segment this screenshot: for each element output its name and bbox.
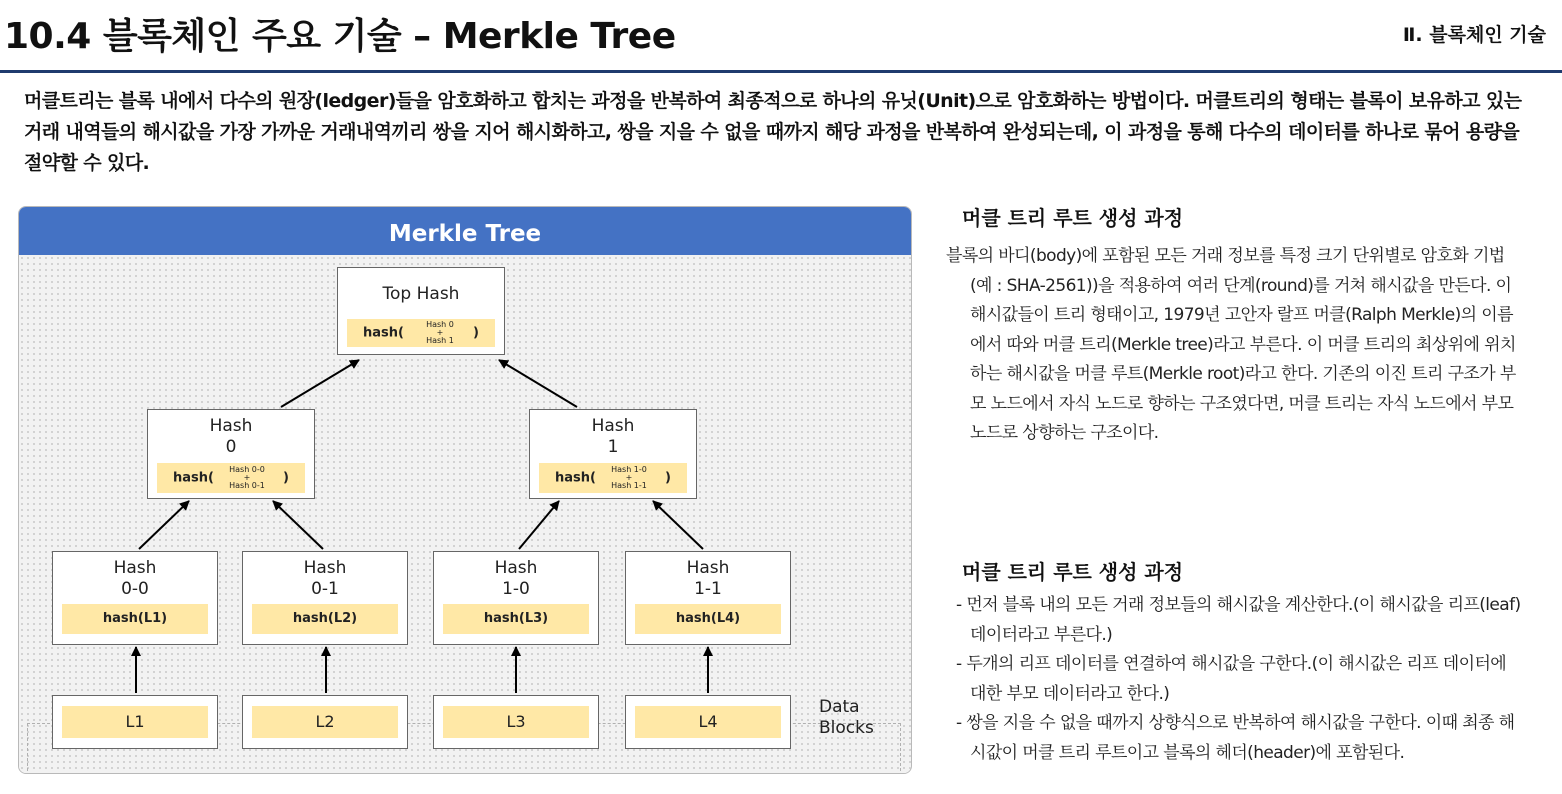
data-block-label: L3 xyxy=(443,706,589,738)
node-title: Top Hash xyxy=(382,284,460,304)
merkle-tree-diagram xyxy=(18,206,912,774)
hash-close-paren: ) xyxy=(665,470,671,486)
hash-inputs: Hash 1-0 + Hash 1-1 xyxy=(611,465,647,490)
hash-1-node xyxy=(529,409,697,499)
hash-inputs: Hash 0 + Hash 1 xyxy=(426,320,454,345)
section-1-body xyxy=(946,242,1526,449)
diagram-title: Merkle Tree xyxy=(19,207,911,255)
section-label: Ⅱ. 블록체인 기술 xyxy=(1402,24,1546,46)
arrow-hash10-to-hash1 xyxy=(519,501,559,549)
bullet-item: - 쌍을 지을 수 없을 때까지 상향식으로 반복하여 해시값을 구한다. 이때 최종 해시값이 머클 트리 루트이고 블록의 헤더(header)에 포함된다. xyxy=(956,713,1515,763)
arrow-hash01-to-hash0 xyxy=(273,501,323,549)
section-1-heading: 머클 트리 루트 생성 과정 xyxy=(962,206,1184,230)
section-2-heading: 머클 트리 루트 생성 과정 xyxy=(962,560,1184,584)
leaf-hash-band: hash(L3) xyxy=(443,604,589,634)
hash-function-label: hash( xyxy=(173,470,214,486)
node-title: Hash 0-0 xyxy=(113,558,157,599)
hash-0-1-node xyxy=(242,551,408,645)
hash-function-label: hash( xyxy=(363,325,404,341)
hash-function-label: hash( xyxy=(555,470,596,486)
arrow-hash1-to-top xyxy=(499,360,577,407)
intro-paragraph: 머클트리는 블록 내에서 다수의 원장(ledger)들을 암호화하고 합치는 과정을 반복하여 최종적으로 하나의 유닛(Unit)으로 암호화하는 방법이다. 머클트리의 형태는 블록이 보유하고 있는 거래 내역들의 해시값을 가장 가까운 거래내역끼리 쌍을 지어 해시화하고, 쌍을 지을 수 없을 때까지 해당 과정을 반복하여 완성되는데, 이 과정을 통해 다수의 데이터를 하나로 묶어 용량을 절약할 수 있다. xyxy=(24,90,1522,174)
node-title: Hash 1-1 xyxy=(686,558,730,599)
arrow-hash00-to-hash0 xyxy=(139,501,189,549)
hash-band xyxy=(347,319,495,347)
leaf-hash-band: hash(L4) xyxy=(635,604,781,634)
section-2-body xyxy=(946,591,1526,768)
arrow-hash11-to-hash1 xyxy=(653,501,703,549)
hash-0-0-node xyxy=(52,551,218,645)
data-block-label: L4 xyxy=(635,706,781,738)
data-block-l3 xyxy=(433,695,599,749)
data-block-l1 xyxy=(52,695,218,749)
hash-close-paren: ) xyxy=(473,325,479,341)
page-title: 10.4 블록체인 주요 기술 – Merkle Tree xyxy=(4,16,676,57)
hash-close-paren: ) xyxy=(283,470,289,486)
header-divider xyxy=(0,70,1562,73)
leaf-hash-band: hash(L2) xyxy=(252,604,398,634)
leaf-hash-band: hash(L1) xyxy=(62,604,208,634)
hash-1-0-node xyxy=(433,551,599,645)
hash-inputs: Hash 0-0 + Hash 0-1 xyxy=(229,465,265,490)
hash-1-1-node xyxy=(625,551,791,645)
hash-band xyxy=(539,463,687,493)
node-title: Hash 1 xyxy=(591,416,635,457)
hash-band xyxy=(157,463,305,493)
node-title: Hash 1-0 xyxy=(494,558,538,599)
data-block-label: L1 xyxy=(62,706,208,738)
data-block-l4 xyxy=(625,695,791,749)
node-title: Hash 0 xyxy=(209,416,253,457)
bullet-item: - 먼저 블록 내의 모든 거래 정보들의 해시값을 계산한다.(이 해시값을 리프(leaf) 데이터라고 부른다.) xyxy=(956,595,1521,645)
node-title: Hash 0-1 xyxy=(303,558,347,599)
data-block-l2 xyxy=(242,695,408,749)
top-hash-node xyxy=(337,267,505,355)
section-1-paragraph: 블록의 바디(body)에 포함된 모든 거래 정보를 특정 크기 단위별로 암호화 기법(예 : SHA-2561))을 적용하여 여러 단계(round)를 거쳐 해시값을 만든다. 이 해시값들이 트리 형태이고, 1979년 고안자 랄프 머클(Ralph Merkle)의 이름에서 따와 머클 트리(Merkle tree)라고 부른다. 이 머클 트리의 최상위에 위치하는 해시값을 머클 루트(Merkle root)라고 한다. 기존의 이진 트리 구조가 부모 노드에서 자식 노드로 향하는 구조였다면, 머클 트리는 자식 노드에서 부모 노드로 상향하는 구조이다. xyxy=(946,246,1516,443)
data-blocks-label: Data Blocks xyxy=(819,697,874,738)
bullet-item: - 두개의 리프 데이터를 연결하여 해시값을 구한다.(이 해시값은 리프 데이터에 대한 부모 데이터라고 한다.) xyxy=(956,654,1507,704)
diagram-canvas xyxy=(19,255,911,773)
arrow-hash0-to-top xyxy=(281,360,359,407)
hash-0-node xyxy=(147,409,315,499)
data-block-label: L2 xyxy=(252,706,398,738)
